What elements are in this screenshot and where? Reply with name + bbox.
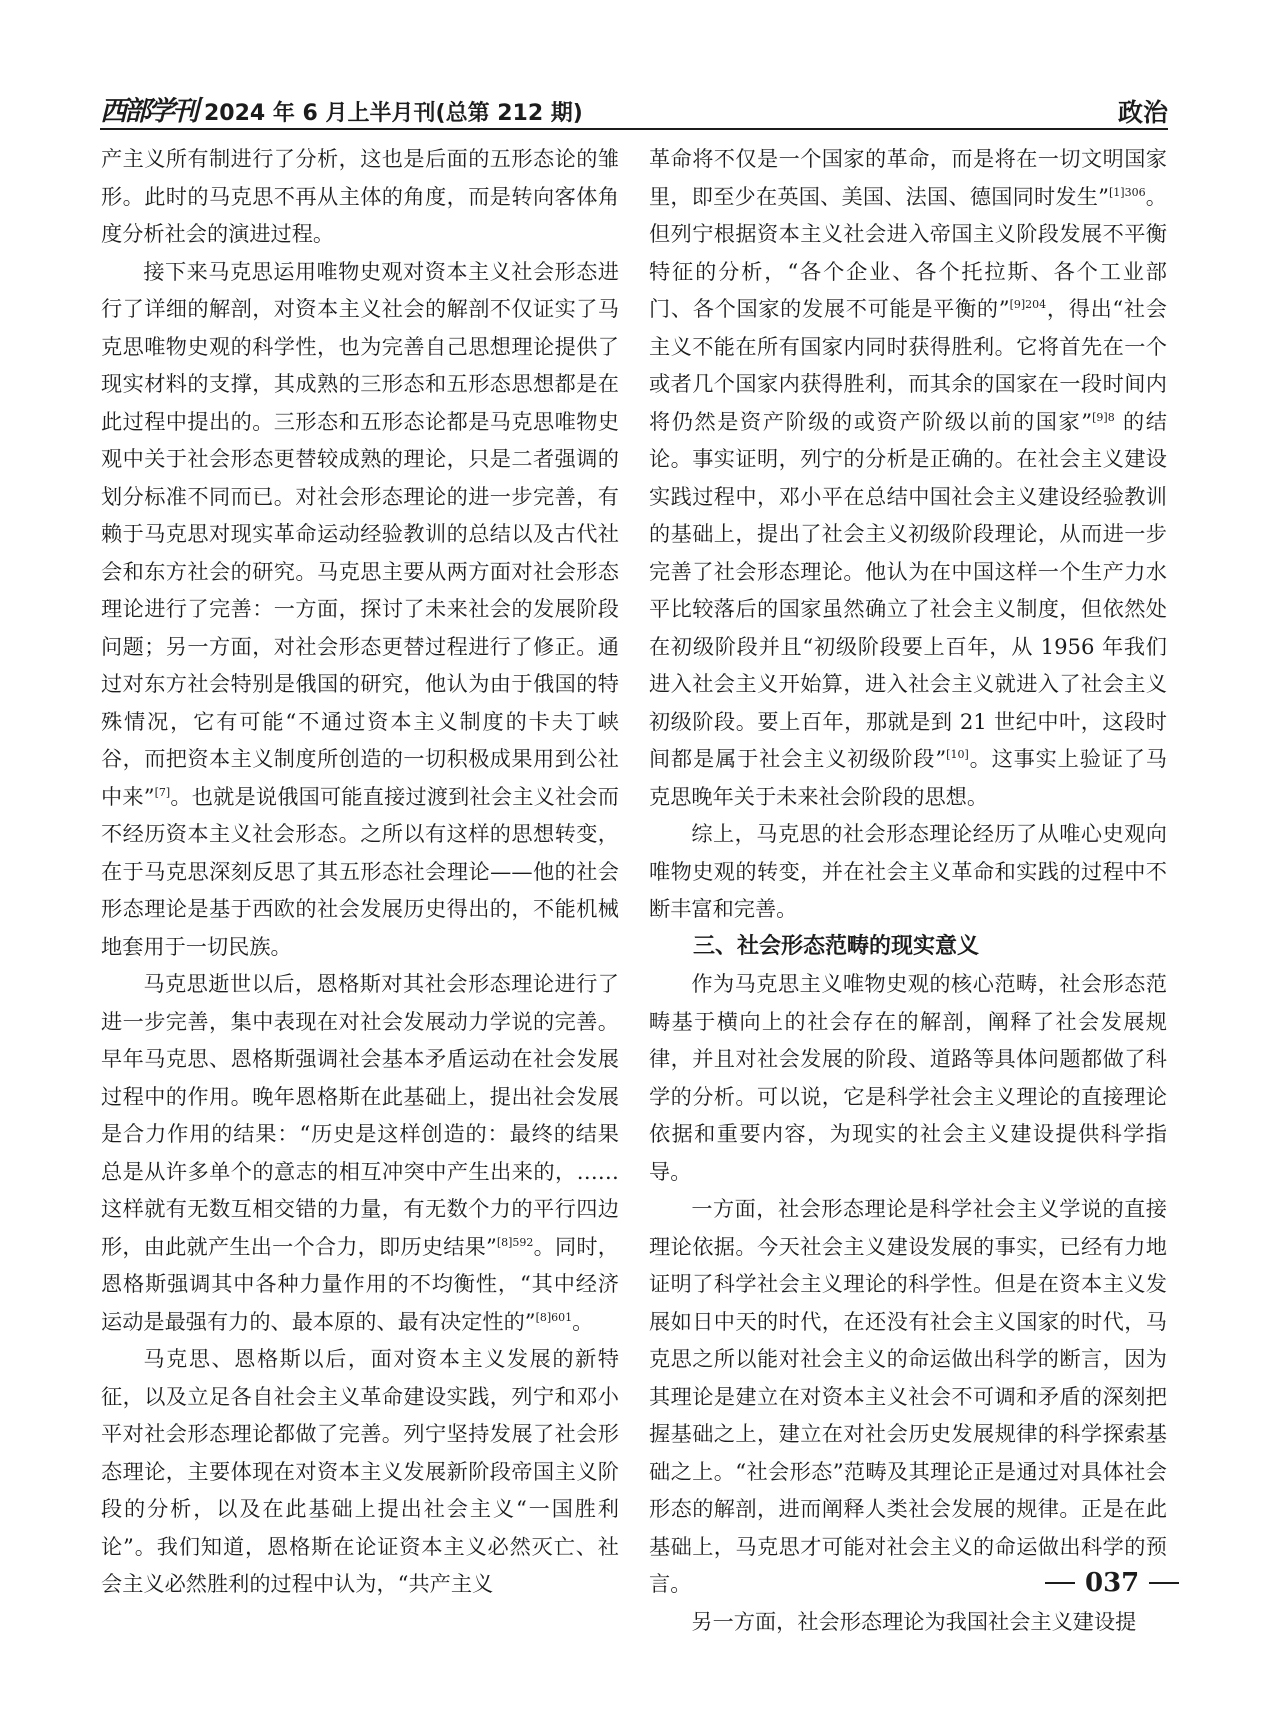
paragraph-text: 综上，马克思的社会形态理论经历了从唯心史观向唯物史观的转变，并在社会主义革命和实践的过程中不断丰富和完善。 — [649, 821, 1167, 921]
paragraph-text: 。也就是说俄国可能直接过渡到社会主义社会而不经历资本主义社会形态。之所以有这样的思想转变，在于马克思深刻反思了其五形态社会理论——他的社会形态理论是基于西欧的社会发展历史得出的，不能机械地套用于一切民族。 — [101, 783, 619, 959]
paragraph — [649, 815, 1167, 928]
paragraph — [649, 1603, 1167, 1641]
issue-info: 2024 年 6 月上半月刊(总第 212 期) — [204, 101, 583, 126]
running-header — [100, 92, 1168, 130]
paragraph — [101, 253, 619, 966]
paragraph — [649, 1190, 1167, 1603]
paragraph-text: 马克思逝世以后，恩格斯对其社会形态理论进行了进一步完善，集中表现在对社会发展动力学说的完善。早年马克思、恩格斯强调社会基本矛盾运动在社会发展过程中的作用。晚年恩格斯在此基础上，提出社会发展是合力作用的结果：“历史是这样创造的：最终的结果总是从许多单个的意志的相互冲突中产生出来的，……这样就有无数互相交错的力量，有无数个力的平行四边形，由此就产生出一个合力，即历史结果” — [101, 971, 619, 1259]
citation-ref: [1]306 — [1109, 185, 1146, 199]
paragraph-text: 接下来马克思运用唯物史观对资本主义社会形态进行了详细的解剖，对资本主义社会的解剖不仅证实了马克思唯物史观的科学性，也为完善自己思想理论提供了现实材料的支撑，其成熟的三形态和五形态思想都是在此过程中提出的。三形态和五形态论都是马克思唯物史观中关于社会形态更替较成熟的理论，只是二者强调的划分标准不同而已。对社会形态理论的进一步完善，有赖于马克思对现实革命运动经验教训的总结以及古代社会和东方社会的研究。马克思主要从两方面对社会形态理论进行了完善：一方面，探讨了未来社会的发展阶段问题；另一方面，对社会形态更替过程进行了修正。通过对东方社会特别是俄国的研究，他认为由于俄国的特殊情况，它有可能“不通过资本主义制度的卡夫丁峡谷，而把资本主义制度所创造的一切积极成果用到公社中来” — [101, 258, 619, 809]
paragraph-text: 作为马克思主义唯物史观的核心范畴，社会形态范畴基于横向上的社会存在的解剖，阐释了社会发展规律，并且对社会发展的阶段、道路等具体问题都做了科学的分析。可以说，它是科学社会主义理论的直接理论依据和重要内容，为现实的社会主义建设提供科学指导。 — [649, 971, 1167, 1184]
paragraph-text: 的结论。事实证明，列宁的分析是正确的。在社会主义建设实践过程中，邓小平在总结中国社会主义建设经验教训的基础上，提出了社会主义初级阶段理论，从而进一步完善了社会形态理论。他认为在中国这样一个生产力水平比较落后的国家虽然确立了社会主义制度，但依然处在初级阶段并且“初级阶段要上百年，从 1956 年我们进入社会主义开始算，进入社会主义就进入了社会主义初级阶段。要上百年，那就是到 21 世纪中叶，这段时间都是属于社会主义初级阶段” — [649, 408, 1167, 771]
paragraph — [101, 1340, 619, 1603]
paragraph-text: ，得出“社会主义不能在所有国家内同时获得胜利。它将首先在一个或者几个国家内获得胜利，而其余的国家在一段时间内将仍然是资产阶级的或资产阶级以前的国家” — [649, 296, 1167, 434]
page-number — [1035, 1568, 1189, 1598]
paragraph-text: 产主义所有制进行了分析，这也是后面的五形态论的雏形。此时的马克思不再从主体的角度，而是转向客体角度分析社会的演进过程。 — [101, 146, 619, 246]
section-heading: 三、社会形态范畴的现实意义 — [693, 933, 980, 959]
paragraph — [649, 965, 1167, 1190]
paragraph-text: 。但列宁根据资本主义社会进入帝国主义阶段发展不平衡特征的分析，“各个企业、各个托拉斯、各个工业部门、各个国家的发展不可能是平衡的” — [649, 183, 1167, 321]
paragraph-text: 一方面，社会形态理论是科学社会主义学说的直接理论依据。今天社会主义建设发展的事实，已经有力地证明了科学社会主义理论的科学性。但是在资本主义发展如日中天的时代，在还没有社会主义国家的时代，马克思之所以能对社会主义的命运做出科学的断言，因为其理论是建立在对资本主义社会不可调和矛盾的深刻把握基础之上，建立在对社会历史发展规律的科学探索基础之上。“社会形态”范畴及其理论正是通过对具体社会形态的解剖，进而阐释人类社会发展的规律。正是在此基础上，马克思才可能对社会主义的命运做出科学的预言。 — [649, 1196, 1167, 1596]
paragraph-text: 。这事实上验证了马克思晚年关于未来社会阶段的思想。 — [649, 746, 1167, 809]
citation-ref: [8]601 — [535, 1310, 573, 1324]
citation-ref: [7] — [154, 785, 171, 799]
paragraph-text: 。同时，恩格斯强调其中各种力量作用的不均衡性，“其中经济运动是最强有力的、最本原的、最有决定性的” — [101, 1233, 619, 1334]
paragraph-text: 。 — [572, 1308, 594, 1334]
paragraph-text: 另一方面，社会形态理论为我国社会主义建设提 — [691, 1608, 1137, 1634]
citation-ref: [9]8 — [1092, 410, 1115, 424]
paragraph-text: 革命将不仅是一个国家的革命，而是将在一切文明国家里，即至少在英国、美国、法国、德国同时发生” — [649, 146, 1167, 209]
citation-ref: [10] — [946, 747, 969, 761]
paragraph — [101, 140, 619, 253]
citation-ref: [9]204 — [1009, 297, 1047, 311]
dash-left — [1045, 1582, 1075, 1584]
journal-logo: 西部学刊 — [100, 96, 196, 127]
right-column — [649, 140, 1167, 1640]
paragraph — [649, 140, 1167, 815]
header-left — [100, 98, 583, 128]
dash-right — [1149, 1582, 1179, 1584]
paragraph-text: 马克思、恩格斯以后，面对资本主义发展的新特征，以及立足各自社会主义革命建设实践，列宁和邓小平对社会形态理论都做了完善。列宁坚持发展了社会形态理论，主要体现在对资本主义发展新阶段帝国主义阶段的分析，以及在此基础上提出社会主义“一国胜利论”。我们知道，恩格斯在论证资本主义必然灭亡、社会主义必然胜利的过程中认为，“共产主义 — [101, 1346, 619, 1596]
left-column — [101, 140, 619, 1603]
section-label: 政治 — [1117, 98, 1168, 127]
paragraph — [101, 965, 619, 1340]
citation-ref: [8]592 — [496, 1235, 534, 1249]
page-number-text: 037 — [1085, 1568, 1140, 1598]
